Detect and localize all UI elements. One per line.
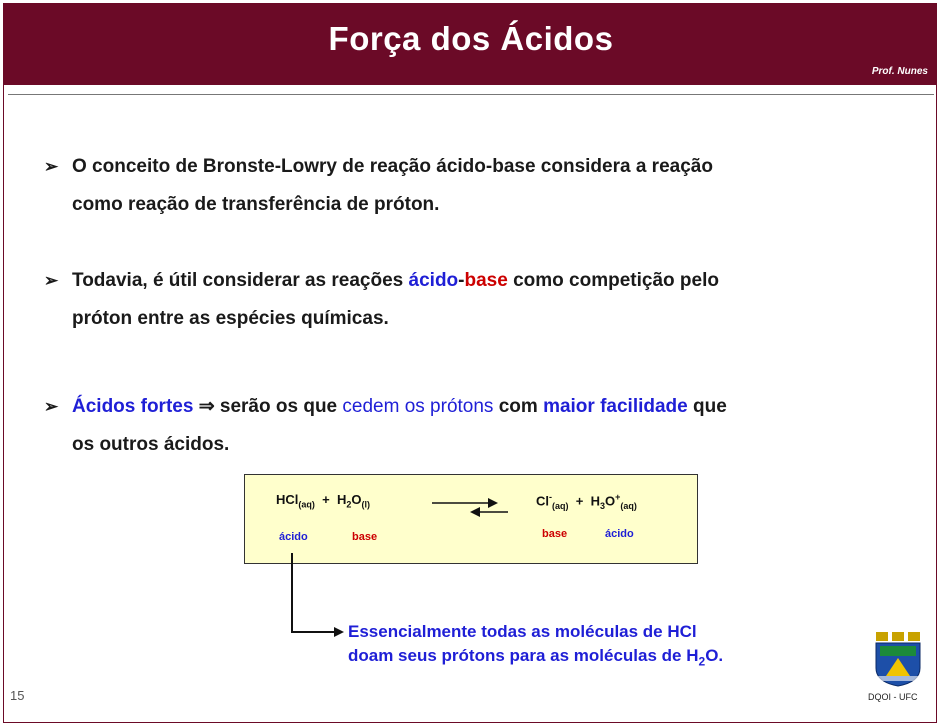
strong-acids-term: Ácidos fortes [72, 396, 194, 417]
note-line-1: Essencialmente todas as moléculas de HCl [348, 622, 697, 641]
bullet-arrow-icon: ➢ [44, 397, 59, 416]
greater-ease-phrase: maior facilidade [543, 396, 688, 417]
state-label: (aq) [298, 499, 315, 510]
text-segment: doam seus prótons para as moléculas de H [348, 646, 699, 665]
state-label: (l) [361, 499, 370, 510]
subscript: 2 [698, 654, 706, 669]
label-acid-left: ácido [279, 531, 308, 543]
acid-word: ácido [408, 270, 459, 291]
charge: + [615, 492, 621, 502]
plus-sign: + [322, 492, 330, 507]
label-acid-right: ácido [605, 528, 634, 540]
o-symbol: O [351, 492, 362, 507]
plus-sign: + [575, 493, 584, 509]
equilibrium-arrows-icon [432, 498, 508, 517]
donate-protons-phrase: cedem os prótons [342, 396, 494, 417]
bullet-line-2: os outros ácidos. [72, 434, 230, 455]
university-crest-icon [872, 630, 924, 688]
note-line-2 [348, 644, 822, 673]
bullet-arrow-icon: ➢ [44, 271, 59, 290]
text-segment: serão os que [219, 396, 343, 417]
hcl-formula: HCl [276, 492, 299, 507]
bullet-line-1: O conceito de Bronste-Lowry de reação ácido-base considera a reação [72, 156, 713, 177]
h-symbol: H [590, 493, 600, 509]
bullet-line-2: próton entre as espécies químicas. [72, 308, 389, 329]
subscript: 3 [599, 500, 605, 511]
page-number: 15 [10, 688, 25, 703]
cl-formula: Cl [536, 493, 549, 509]
subscript: 2 [346, 499, 352, 510]
pointer-arrow-icon [292, 553, 344, 637]
base-word: base [464, 270, 508, 291]
slide-title: Força dos Ácidos [328, 20, 614, 57]
label-base-left: base [352, 531, 378, 543]
h-symbol: H [336, 492, 347, 507]
state-label: (aq) [552, 500, 569, 511]
text-segment: com [493, 396, 544, 417]
charge: - [549, 492, 552, 502]
o-symbol: O [604, 493, 616, 509]
bullet-arrow-icon: ➢ [44, 157, 59, 176]
label-base-right: base [542, 528, 568, 540]
text-segment: Todavia, é útil considerar as reações [72, 270, 409, 291]
text-segment: O. [705, 646, 724, 665]
implies-symbol: ⇒ [193, 396, 220, 417]
department-label: DQOI - UFC [868, 692, 918, 702]
author-label: Prof. Nunes [871, 66, 928, 77]
state-label: (aq) [620, 500, 637, 511]
text-segment: que [687, 396, 727, 417]
bullet-line-2: como reação de transferência de próton. [72, 194, 440, 215]
explanation-note [348, 620, 822, 673]
text-segment: como competição pelo [507, 270, 719, 291]
dash: - [458, 270, 465, 291]
